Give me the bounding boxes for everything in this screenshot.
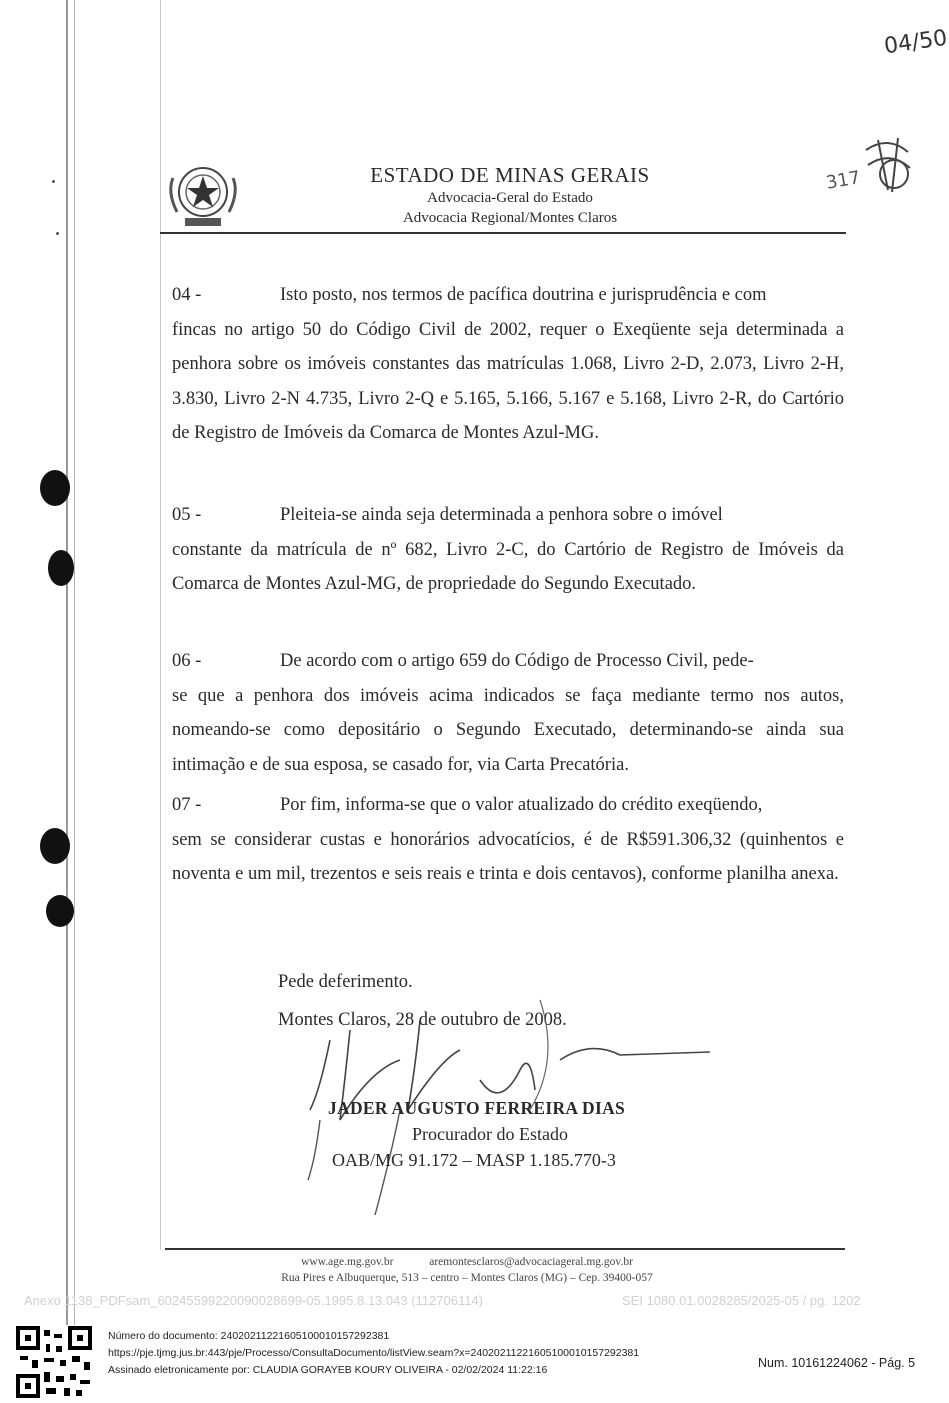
letterhead-line2: Advocacia Regional/Montes Claros [402, 210, 618, 226]
signer-name: JADER AUGUSTO FERREIRA DIAS [328, 1098, 626, 1118]
watermark-right: SEI 1080.01.0028285/2025-05 / pg. 1202 [622, 1293, 861, 1308]
paragraph-number: 07 - [172, 795, 202, 815]
paragraph-body: sem se considerar custas e honorários advocatícios, é de R$591.306,32 (quinhentos e noventa e um mil, trezentos e seis reais e trinta e dois centavos), conforme planilha anexa. [172, 829, 844, 884]
signer-registration: OAB/MG 91.172 – MASP 1.185.770-3 [332, 1150, 616, 1170]
handwritten-mark-icon [858, 130, 918, 205]
paragraph-07 [172, 788, 844, 892]
document-url[interactable]: https://pje.tjmg.jus.br:443/pje/Processo/ConsultaDocumento/listView.seam?x=24020211221605100010157292381 [108, 1347, 640, 1359]
footer-website: www.age.mg.gov.br [301, 1256, 394, 1268]
paragraph-number: 05 - [172, 505, 202, 525]
watermark-left: Anexo 1138_PDFsam_60245599220090028699-05.1995.8.13.043 (112706114) [24, 1293, 483, 1308]
scan-speck [52, 180, 55, 183]
punch-hole [48, 550, 74, 586]
margin-line [160, 0, 161, 1250]
handwritten-page-number: 04/50 [882, 25, 949, 60]
paragraph-body: fincas no artigo 50 do Código Civil de 2002, requer o Exeqüente seja determinada a penhora sobre os imóveis constantes das matrículas 1.068, Livro 2-D, 2.073, Livro 2-H, 3.830, Livro 2-N 4.735, Livro 2-Q e 5.165, 5.166, 5.167 e 5.168, Livro 2-R, do Cartório de Registro de Imóveis da Comarca de Montes Azul-MG. [172, 319, 844, 443]
scan-speck [56, 232, 59, 235]
paragraph-number: 06 - [172, 651, 202, 671]
punch-hole [40, 470, 70, 506]
paragraph-body: constante da matrícula de nº 682, Livro 2-C, do Cartório de Registro de Imóveis da Comarca de Montes Azul-MG, de propriedade do Segundo Executado. [172, 539, 844, 594]
state-coat-of-arms-icon [163, 158, 243, 237]
paragraph-first-line: Por fim, informa-se que o valor atualizado do crédito exeqüendo, [280, 795, 763, 815]
paragraph-first-line: Isto posto, nos termos de pacífica doutrina e jurisprudência e com [280, 285, 767, 305]
footer-rule [165, 1248, 845, 1250]
binding-line [74, 0, 75, 1325]
footer-contacts [0, 1256, 934, 1268]
binding-line [66, 0, 68, 1325]
paragraph-first-line: Pleiteia-se ainda seja determinada a penhora sobre o imóvel [280, 505, 723, 525]
letterhead-title: ESTADO DE MINAS GERAIS [370, 163, 650, 187]
qr-code-icon [16, 1326, 92, 1403]
paragraph-06 [172, 644, 844, 782]
closing-place-date: Montes Claros, 28 de outubro de 2008. [278, 1010, 567, 1030]
paragraph-04 [172, 278, 844, 451]
punch-hole [46, 895, 74, 927]
header-rule [160, 232, 846, 234]
document-signature-info: Assinado eletronicamente por: CLAUDIA GORAYEB KOURY OLIVEIRA - 02/02/2024 11:22:16 [108, 1364, 548, 1376]
document-page-ref: Num. 10161224062 - Pág. 5 [758, 1356, 916, 1370]
paragraph-body: se que a penhora dos imóveis acima indicados se faça mediante termo nos autos, nomeando-se como depositário o Segundo Executado, determinando-se ainda sua intimação e de sua esposa, se casado for, via Carta Precatória. [172, 685, 844, 775]
document-number: Número do documento: 24020211221605100010157292381 [108, 1330, 390, 1342]
paragraph-first-line: De acordo com o artigo 659 do Código de Processo Civil, pede- [280, 651, 754, 671]
letterhead [340, 163, 680, 228]
paragraph-number: 04 - [172, 285, 202, 305]
punch-hole [40, 828, 70, 864]
footer-address: Rua Pires e Albuquerque, 513 – centro – Montes Claros (MG) – Cep. 39400-057 [281, 1272, 653, 1284]
footer-email: aremontesclaros@advocaciageral.mg.gov.br [429, 1256, 633, 1268]
paragraph-05 [172, 498, 844, 602]
handwritten-side-note: 317 [824, 167, 862, 194]
letterhead-line1: Advocacia-Geral do Estado [427, 190, 593, 206]
signer-role: Procurador do Estado [412, 1124, 568, 1144]
closing-request: Pede deferimento. [278, 972, 413, 992]
